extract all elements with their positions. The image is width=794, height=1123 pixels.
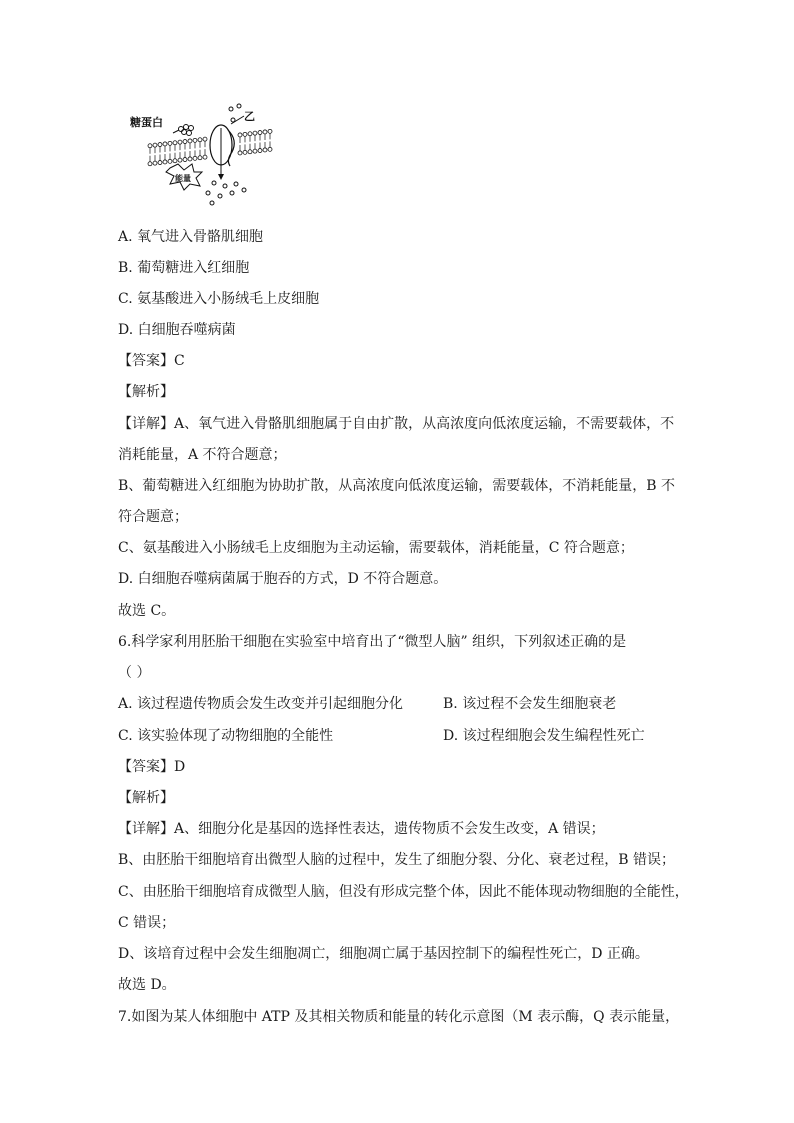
q6-answer: 【答案】D [118, 759, 186, 775]
q6-detail-2: B、由胚胎干细胞培育出微型人脑的过程中，发生了细胞分裂、分化、衰老过程，B 错误； [118, 852, 676, 868]
membrane-transport-figure [128, 100, 280, 210]
energy-burst-icon [166, 164, 202, 190]
q6-option-b: B. 该过程不会发生细胞衰老 [443, 696, 617, 712]
q5-option-b: B. 葡萄糖进入红细胞 [118, 260, 250, 276]
q6-detail-4: D、该培育过程中会发生细胞凋亡，细胞凋亡属于基因控制下的编程性死亡，D 正确。 [118, 946, 649, 962]
q6-detail-3a: C、由胚胎干细胞培育成微型人脑，但没有形成完整个体，因此不能体现动物细胞的全能性， [118, 884, 689, 900]
q6-conclusion: 故选 D。 [118, 977, 176, 993]
q6-detail-3b: C 错误； [118, 915, 176, 931]
q6-analysis-title: 【解析】 [118, 790, 174, 806]
q6-option-a: A. 该过程遗传物质会发生改变并引起细胞分化 [118, 696, 404, 712]
q5-analysis-title: 【解析】 [118, 384, 174, 400]
q5-answer: 【答案】C [118, 353, 185, 369]
glycoprotein-chain [173, 125, 194, 136]
q5-detail-1a: 【详解】A、氧气进入骨骼肌细胞属于自由扩散，从高浓度向低浓度运输，不需要载体，不 [118, 416, 675, 432]
q7-stem-1: 7.如图为某人体细胞中 ATP 及其相关物质和能量的转化示意图（M 表示酶，Q 表示能量， [118, 1009, 680, 1025]
q5-detail-2a: B、葡萄糖进入红细胞为协助扩散，从高浓度向低浓度运输，需要载体，不消耗能量，B 不 [118, 478, 676, 494]
q5-option-c: C. 氨基酸进入小肠绒毛上皮细胞 [118, 291, 320, 307]
q6-stem-2: （ ） [118, 665, 151, 681]
q6-option-d: D. 该过程细胞会发生编程性死亡 [443, 728, 645, 744]
figure-label-energy: 能量 [175, 174, 191, 183]
q5-detail-4: D. 白细胞吞噬病菌属于胞吞的方式，D 不符合题意。 [118, 571, 448, 587]
figure-label-glycoprotein: 糖蛋白 [130, 116, 163, 129]
q6-detail-1: 【详解】A、细胞分化是基因的选择性表达，遗传物质不会发生改变，A 错误； [118, 821, 605, 837]
figure-label-yi: 乙 [244, 110, 255, 123]
carrier-protein [210, 125, 234, 180]
q5-option-a: A. 氧气进入骨骼肌细胞 [118, 229, 264, 245]
q6-option-c: C. 该实验体现了动物细胞的全能性 [118, 728, 334, 744]
q5-detail-3: C、氨基酸进入小肠绒毛上皮细胞为主动运输，需要载体，消耗能量，C 符合题意； [118, 540, 634, 556]
q6-stem-1: 6.科学家利用胚胎干细胞在实验室中培育出了“微型人脑” 组织，下列叙述正确的是 [118, 634, 627, 650]
q5-detail-1b: 消耗能量，A 不符合题意； [118, 447, 287, 463]
q5-detail-2b: 符合题意； [118, 509, 188, 525]
q5-conclusion: 故选 C。 [118, 603, 176, 619]
q5-option-d: D. 白细胞吞噬病菌 [118, 322, 236, 338]
